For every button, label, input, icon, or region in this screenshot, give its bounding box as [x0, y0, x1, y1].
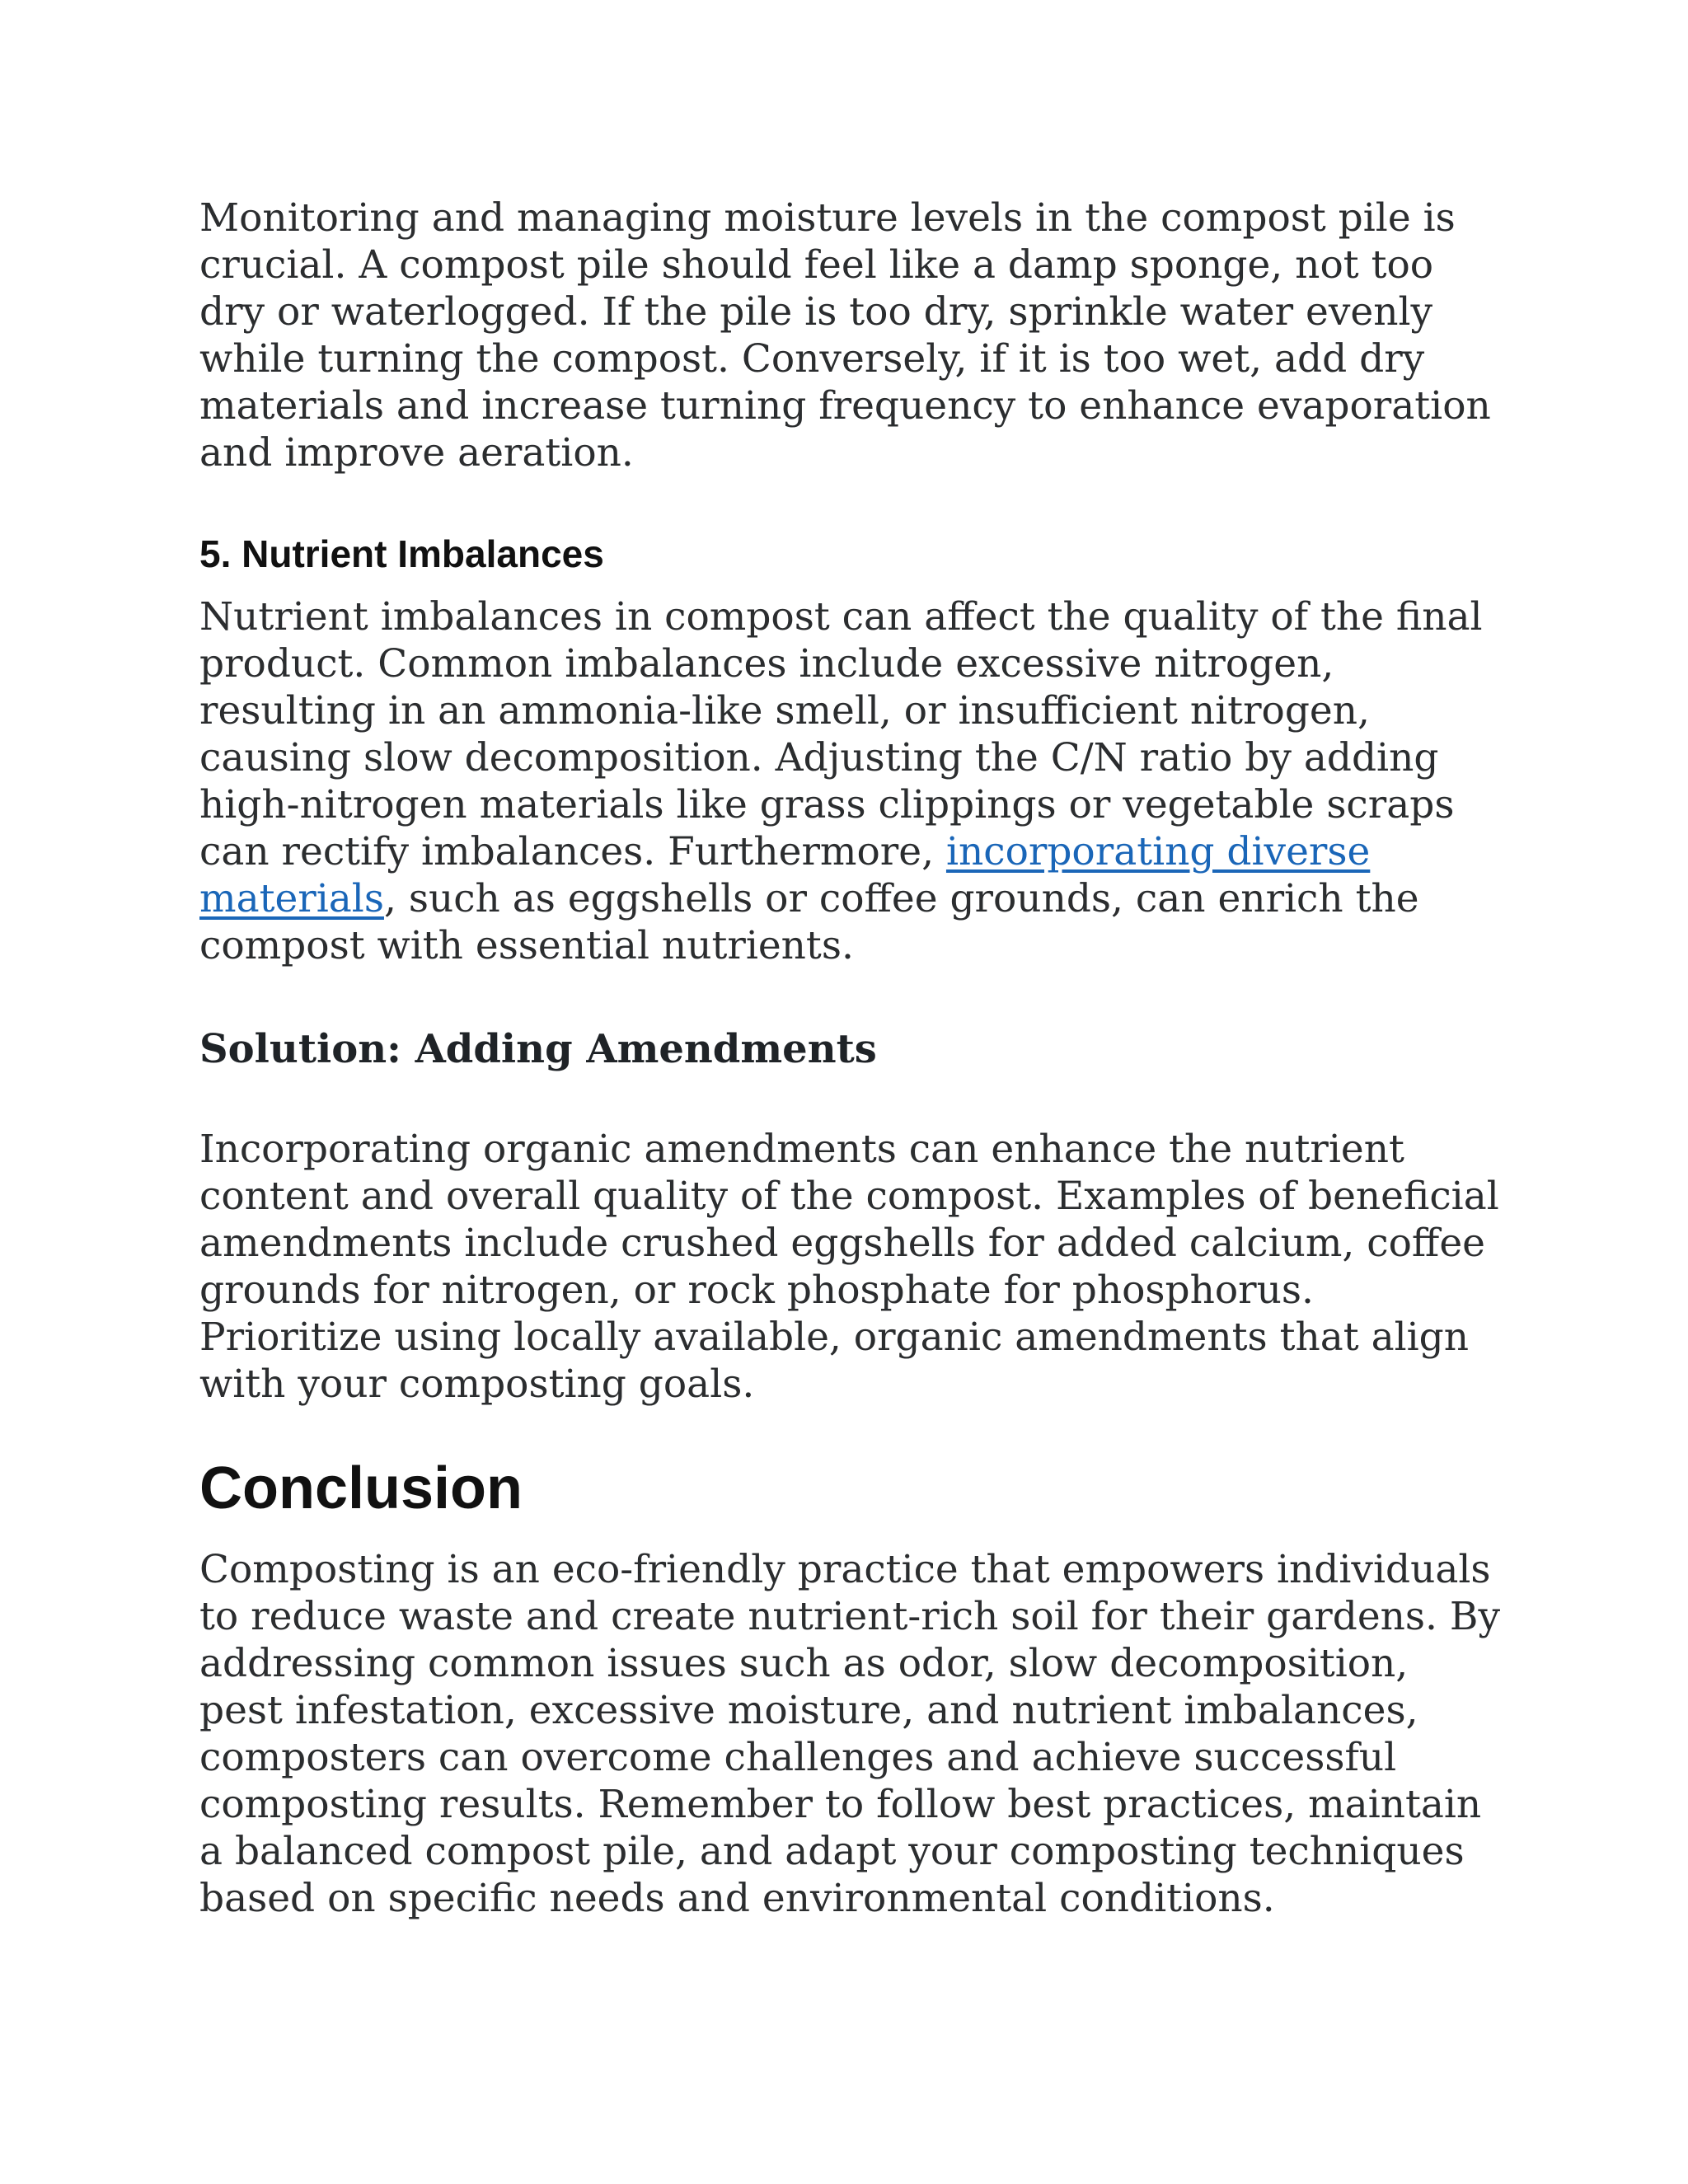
solution-heading: Solution: Adding Amendments: [199, 1026, 877, 1072]
nutrient-imbalances-paragraph: [199, 593, 1502, 969]
conclusion-heading: Conclusion: [199, 1455, 523, 1521]
solution-paragraph: Incorporating organic amendments can enhance the nutrient content and overall quality of the compost. Examples of beneficial amendments include crushed eggshells for added calcium, coffee grounds for nitrogen, or rock phosphate for phosphorus. Prioritize using locally available, organic amendments that align with your composting goals.: [199, 1127, 1499, 1407]
moisture-paragraph: Monitoring and managing moisture levels in the compost pile is crucial. A compost pile should feel like a damp sponge, not too dry or waterlogged. If the pile is too dry, sprinkle water evenly while turning the compost. Conversely, if it is too wet, add dry materials and increase turning frequency to enhance evaporation and improve aeration.: [199, 195, 1491, 476]
conclusion-paragraph: Composting is an eco-friendly practice that empowers individuals to reduce waste and create nutrient-rich soil for their gardens. By addressing common issues such as odor, slow decomposition, pest infestation, excessive moisture, and nutrient imbalances, composters can overcome challenges and achieve successful composting results. Remember to follow best practices, maintain a balanced compost pile, and adapt your composting techniques based on specific needs and environmental conditions.: [199, 1547, 1501, 1921]
paragraph-text-before-link: Nutrient imbalances in compost can affect the quality of the final product. Common imbalances include excessive nitrogen, resulting in an ammonia-like smell, or insufficient nitrogen, causing slow decomposition. Adjusting the C/N ratio by adding high-nitrogen materials like grass clippings or vegetable scraps can rectify imbalances. Furthermore,: [199, 594, 1483, 874]
incorporating-diverse-materials-link[interactable]: incorporating diverse materials: [199, 829, 1371, 921]
nutrient-imbalances-heading: 5. Nutrient Imbalances: [199, 532, 604, 575]
paragraph-text-after-link: , such as eggshells or coffee grounds, can enrich the compost with essential nutrients.: [199, 876, 1419, 968]
